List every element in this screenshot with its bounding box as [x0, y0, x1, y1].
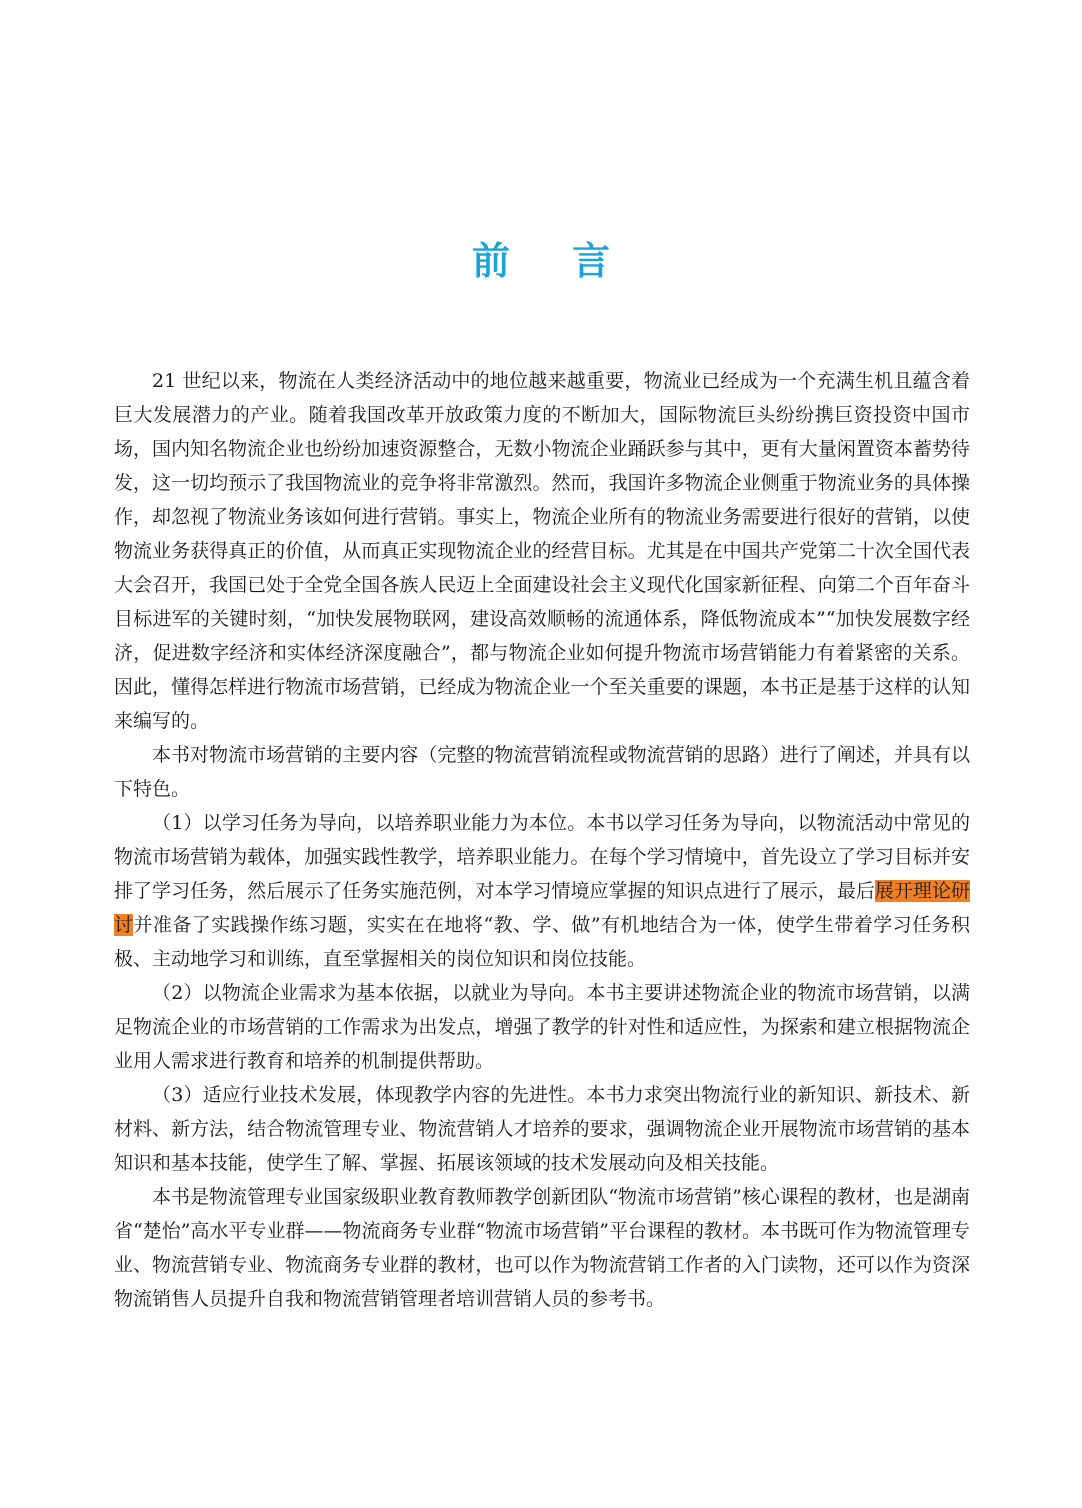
- feature-1-text-after: 并准备了实践操作练习题，实实在在地将“教、学、做”有机地结合为一体，使学生带着学习任务积极、主动地学习和训练，直至掌握相关的岗位知识和岗位技能。: [114, 914, 970, 970]
- paragraph-features-lead: 本书对物流市场营销的主要内容（完整的物流营销流程或物流营销的思路）进行了阐述，并具有以下特色。: [114, 744, 970, 800]
- title-char-1: 前: [471, 239, 510, 283]
- highlighted-text: 展开理论研讨: [114, 880, 970, 936]
- preface-body: [114, 364, 970, 1316]
- title-char-2: 言: [572, 239, 611, 283]
- paragraph-book-usage: 本书是物流管理专业国家级职业教育教师教学创新团队“物流市场营销”核心课程的教材，也是湖南省“楚怡”高水平专业群——物流商务专业群“物流市场营销”平台课程的教材。本书既可作为物流管理专业、物流营销专业、物流商务专业群的教材，也可以作为物流营销工作者的入门读物，还可以作为资深物流销售人员提升自我和物流营销管理者培训营销人员的参考书。: [114, 1186, 970, 1310]
- paragraph-feature-3: （3）适应行业技术发展，体现教学内容的先进性。本书力求突出物流行业的新知识、新技术、新材料、新方法，结合物流管理专业、物流营销人才培养的要求，强调物流企业开展物流市场营销的基本知识和基本技能，使学生了解、掌握、拓展该领域的技术发展动向及相关技能。: [114, 1084, 970, 1174]
- paragraph-intro: 21 世纪以来，物流在人类经济活动中的地位越来越重要，物流业已经成为一个充满生机且蕴含着巨大发展潜力的产业。随着我国改革开放政策力度的不断加大，国际物流巨头纷纷携巨资投资中国市场，国内知名物流企业也纷纷加速资源整合，无数小物流企业踊跃参与其中，更有大量闲置资本蓄势待发，这一切均预示了我国物流业的竞争将非常激烈。然而，我国许多物流企业侧重于物流业务的具体操作，却忽视了物流业务该如何进行营销。事实上，物流企业所有的物流业务需要进行很好的营销，以使物流业务获得真正的价值，从而真正实现物流企业的经营目标。尤其是在中国共产党第二十次全国代表大会召开，我国已处于全党全国各族人民迈上全面建设社会主义现代化国家新征程、向第二个百年奋斗目标进军的关键时刻，“加快发展物联网，建设高效顺畅的流通体系，降低物流成本”“加快发展数字经济，促进数字经济和实体经济深度融合”，都与物流企业如何提升物流市场营销能力有着紧密的关系。因此，懂得怎样进行物流市场营销，已经成为物流企业一个至关重要的课题，本书正是基于这样的认知来编写的。: [114, 370, 970, 732]
- paragraph-feature-2: （2）以物流企业需求为基本依据，以就业为导向。本书主要讲述物流企业的物流市场营销，以满足物流企业的市场营销的工作需求为出发点，增强了教学的针对性和适应性，为探索和建立根据物流企业用人需求进行教育和培养的机制提供帮助。: [114, 982, 970, 1072]
- page-title: [0, 236, 1082, 286]
- paragraph-feature-1: [114, 806, 970, 976]
- feature-1-text-before: （1）以学习任务为导向，以培养职业能力为本位。本书以学习任务为导向，以物流活动中常见的物流市场营销为载体，加强实践性教学，培养职业能力。在每个学习情境中，首先设立了学习目标并安排了学习任务，然后展示了任务实施范例，对本学习情境应掌握的知识点进行了展示，最后: [114, 812, 970, 902]
